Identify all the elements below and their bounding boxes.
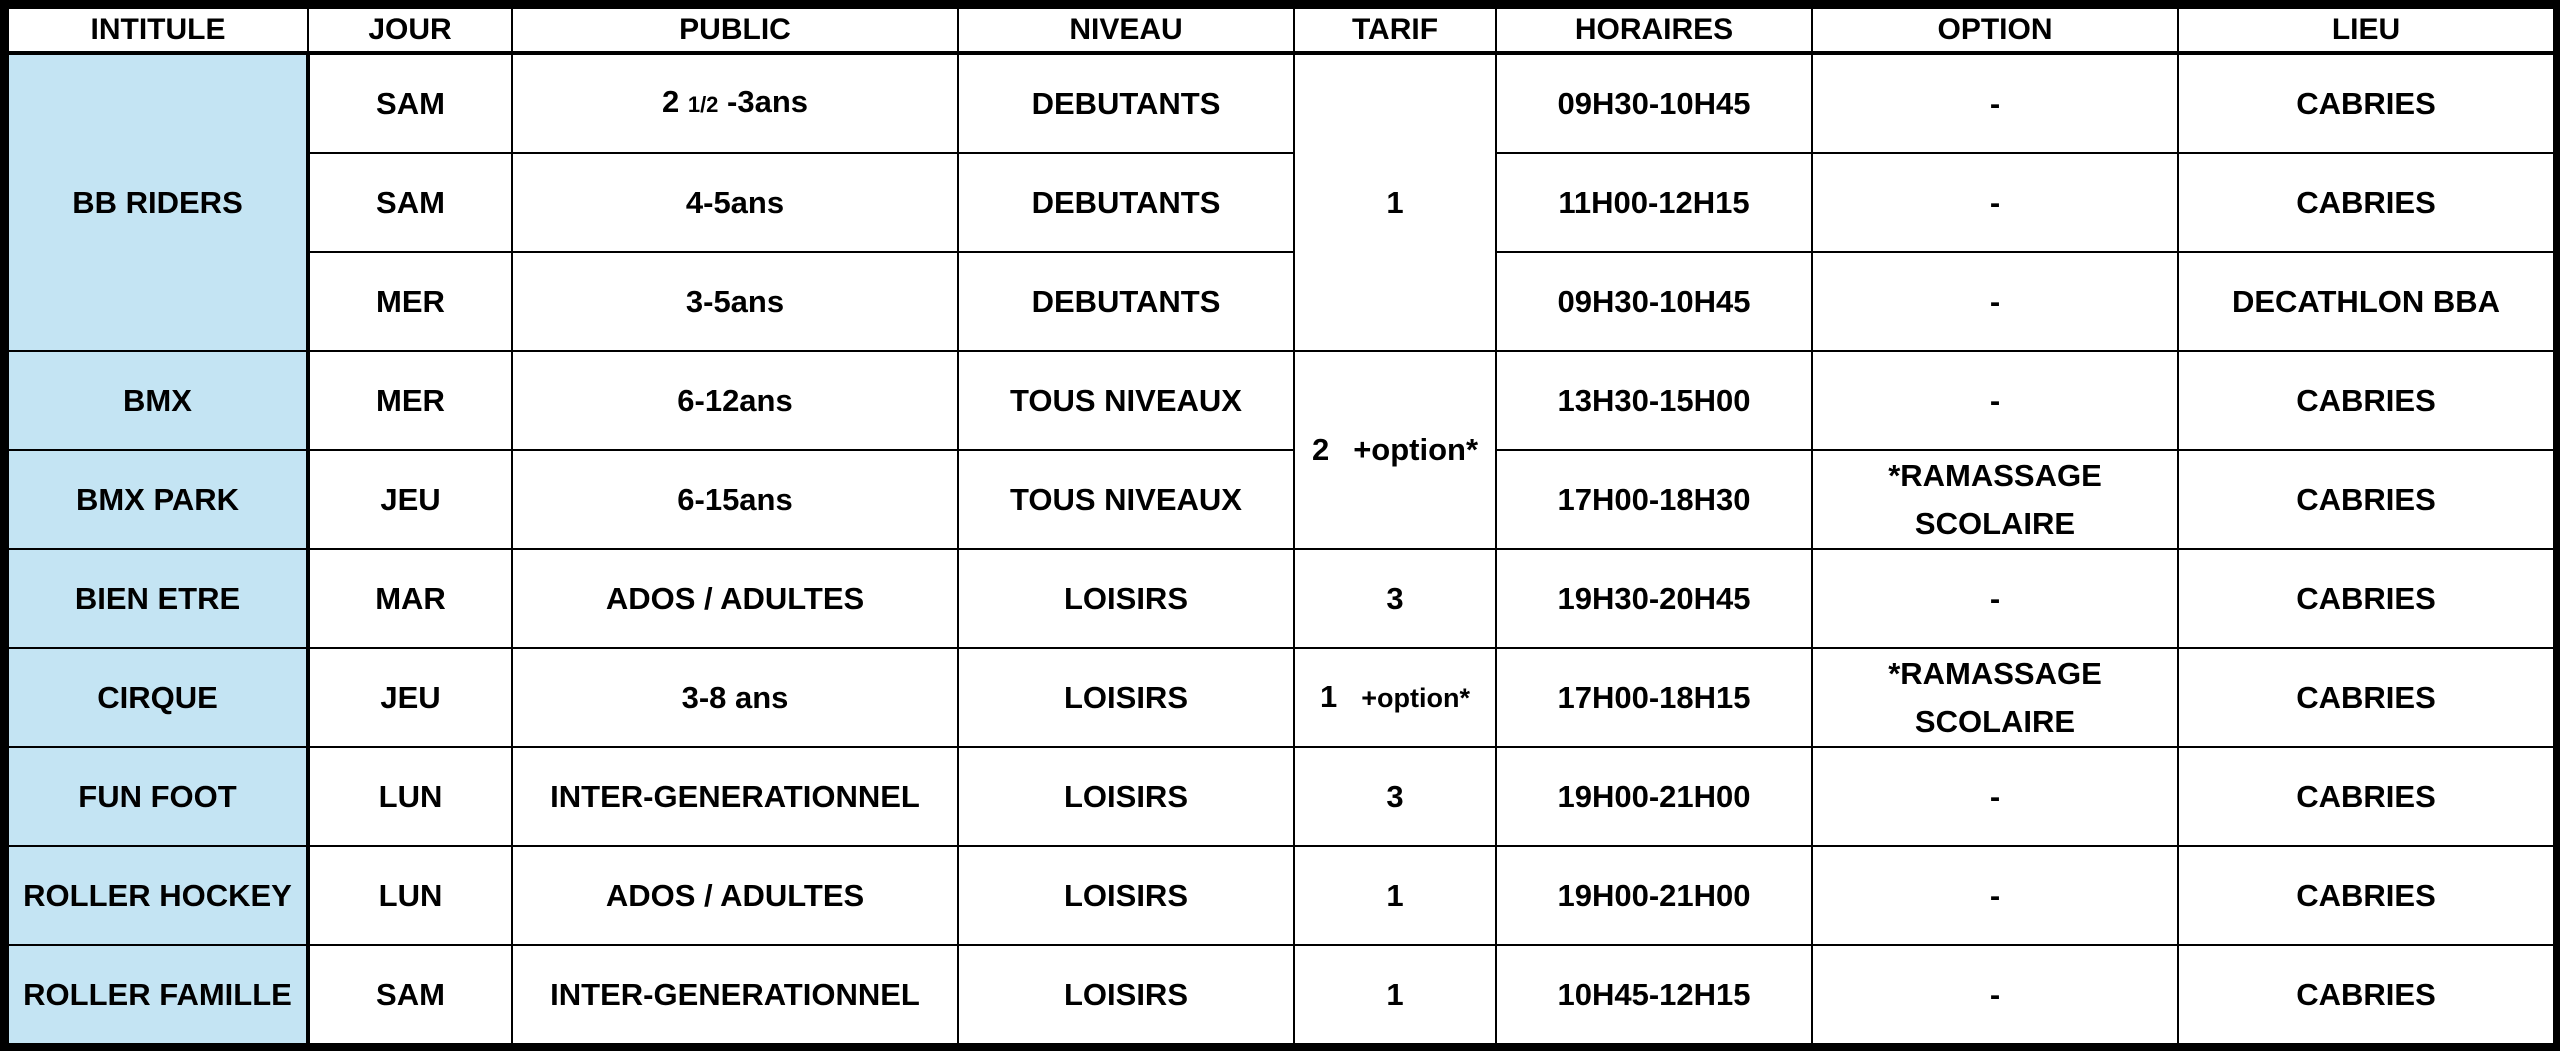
cell-public: INTER-GENERATIONNEL [512, 945, 958, 1044]
header-lieu: LIEU [2178, 8, 2554, 53]
header-niveau: NIVEAU [958, 8, 1294, 53]
schedule-table [7, 7, 2555, 1045]
tarif-option: +option* [1353, 432, 1479, 467]
cell-lieu: DECATHLON BBA [2178, 252, 2554, 351]
table-row [8, 549, 2554, 648]
cell-jour: JEU [308, 648, 512, 747]
table-row [8, 153, 2554, 252]
intitule-cirque: CIRQUE [8, 648, 308, 747]
table-row [8, 252, 2554, 351]
header-tarif: TARIF [1294, 8, 1496, 53]
cell-option: - [1812, 53, 2178, 153]
cell-option: - [1812, 945, 2178, 1044]
cell-horaires: 13H30-15H00 [1496, 351, 1812, 450]
cell-public: INTER-GENERATIONNEL [512, 747, 958, 846]
cell-option: - [1812, 153, 2178, 252]
cell-lieu: CABRIES [2178, 153, 2554, 252]
cell-option: - [1812, 549, 2178, 648]
cell-jour: MAR [308, 549, 512, 648]
public-rest: -3ans [727, 84, 809, 119]
cell-lieu: CABRIES [2178, 53, 2554, 153]
cell-tarif: 1 [1294, 945, 1496, 1044]
intitule-bmx-park: BMX PARK [8, 450, 308, 549]
cell-option: - [1812, 252, 2178, 351]
intitule-bien-etre: BIEN ETRE [8, 549, 308, 648]
cell-option: - [1812, 747, 2178, 846]
cell-public: ADOS / ADULTES [512, 846, 958, 945]
cell-horaires: 19H30-20H45 [1496, 549, 1812, 648]
cell-horaires: 17H00-18H30 [1496, 450, 1812, 549]
cell-public: 3-8 ans [512, 648, 958, 747]
intitule-bmx: BMX [8, 351, 308, 450]
cell-tarif: 3 [1294, 747, 1496, 846]
cell-horaires: 11H00-12H15 [1496, 153, 1812, 252]
cell-niveau: LOISIRS [958, 846, 1294, 945]
header-intitule: INTITULE [8, 8, 308, 53]
header-row [8, 8, 2554, 53]
cell-jour: LUN [308, 747, 512, 846]
cell-horaires: 10H45-12H15 [1496, 945, 1812, 1044]
public-fraction: 1/2 [687, 92, 719, 117]
cell-public: 4-5ans [512, 153, 958, 252]
option-line-2: SCOLAIRE [1914, 505, 2076, 541]
cell-jour: JEU [308, 450, 512, 549]
header-option: OPTION [1812, 8, 2178, 53]
cell-niveau: LOISIRS [958, 549, 1294, 648]
cell-horaires: 19H00-21H00 [1496, 846, 1812, 945]
cell-lieu: CABRIES [2178, 351, 2554, 450]
table-row [8, 450, 2554, 549]
cell-niveau: DEBUTANTS [958, 153, 1294, 252]
cell-public: 3-5ans [512, 252, 958, 351]
table-row [8, 648, 2554, 747]
cell-jour: LUN [308, 846, 512, 945]
intitule-fun-foot: FUN FOOT [8, 747, 308, 846]
cell-niveau: DEBUTANTS [958, 53, 1294, 153]
cell-public: ADOS / ADULTES [512, 549, 958, 648]
intitule-roller-hockey: ROLLER HOCKEY [8, 846, 308, 945]
option-line-1: *RAMASSAGE [1888, 655, 2102, 691]
header-jour: JOUR [308, 8, 512, 53]
intitule-bb-riders: BB RIDERS [8, 53, 308, 351]
cell-tarif: 3 [1294, 549, 1496, 648]
cell-niveau: TOUS NIVEAUX [958, 450, 1294, 549]
cell-horaires: 09H30-10H45 [1496, 252, 1812, 351]
cell-horaires: 19H00-21H00 [1496, 747, 1812, 846]
public-main: 2 [661, 84, 680, 119]
table-row [8, 747, 2554, 846]
tarif-bb-riders: 1 [1294, 53, 1496, 351]
cell-jour: SAM [308, 53, 512, 153]
cell-option: - [1812, 351, 2178, 450]
cell-lieu: CABRIES [2178, 648, 2554, 747]
option-line-1: *RAMASSAGE [1888, 457, 2102, 493]
cell-option [1812, 450, 2178, 549]
table-row [8, 351, 2554, 450]
tarif-bmx [1294, 351, 1496, 549]
cell-public: 6-12ans [512, 351, 958, 450]
header-horaires: HORAIRES [1496, 8, 1812, 53]
cell-lieu: CABRIES [2178, 549, 2554, 648]
cell-tarif: 1 [1294, 846, 1496, 945]
cell-niveau: LOISIRS [958, 747, 1294, 846]
option-line-2: SCOLAIRE [1914, 703, 2076, 739]
cell-horaires: 09H30-10H45 [1496, 53, 1812, 153]
cell-niveau: LOISIRS [958, 945, 1294, 1044]
tarif-option: +option* [1361, 683, 1470, 713]
intitule-roller-famille: ROLLER FAMILLE [8, 945, 308, 1044]
cell-jour: SAM [308, 945, 512, 1044]
cell-lieu: CABRIES [2178, 846, 2554, 945]
cell-lieu: CABRIES [2178, 747, 2554, 846]
cell-tarif [1294, 648, 1496, 747]
cell-jour: MER [308, 252, 512, 351]
cell-option [1812, 648, 2178, 747]
table-row [8, 846, 2554, 945]
cell-jour: MER [308, 351, 512, 450]
cell-niveau: DEBUTANTS [958, 252, 1294, 351]
table-row [8, 53, 2554, 153]
tarif-number: 1 [1320, 679, 1338, 714]
cell-lieu: CABRIES [2178, 450, 2554, 549]
tarif-number: 2 [1311, 432, 1330, 467]
cell-public: 6-15ans [512, 450, 958, 549]
table-row [8, 945, 2554, 1044]
header-public: PUBLIC [512, 8, 958, 53]
cell-horaires: 17H00-18H15 [1496, 648, 1812, 747]
cell-lieu: CABRIES [2178, 945, 2554, 1044]
cell-public [512, 53, 958, 153]
cell-niveau: LOISIRS [958, 648, 1294, 747]
cell-jour: SAM [308, 153, 512, 252]
cell-niveau: TOUS NIVEAUX [958, 351, 1294, 450]
cell-option: - [1812, 846, 2178, 945]
